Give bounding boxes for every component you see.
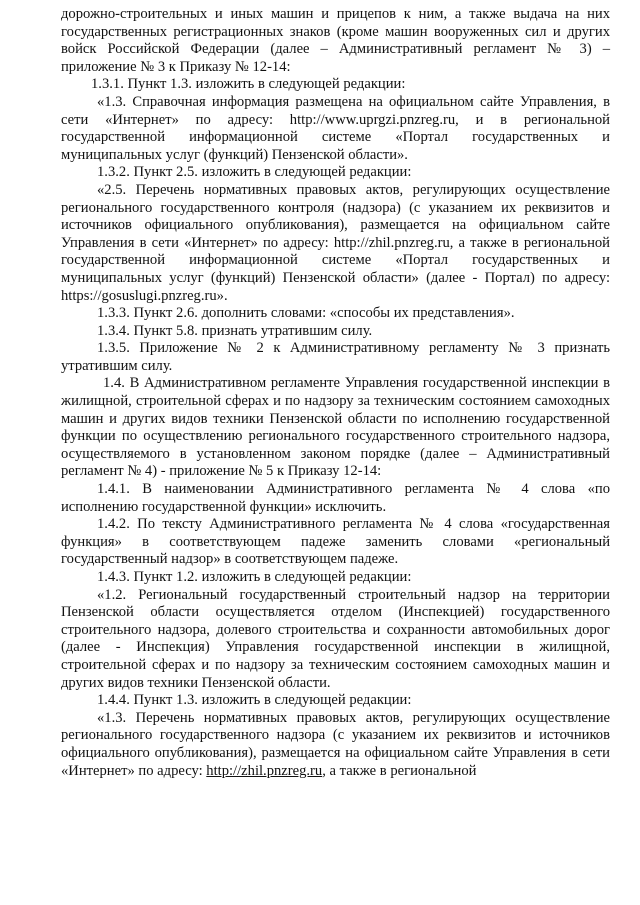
document-body	[61, 6, 610, 780]
paragraph-1-3-quote: «1.3. Справочная информация размещена на официальном сайте Управления, в сети «Интернет» по адресу: http://www.uprgzi.pnzreg.ru, и в региональной государственной информационной системе «Портал государственных и муниципальных услуг (функций) Пензенской области».	[61, 93, 610, 163]
paragraph-1-3-2: 1.3.2. Пункт 2.5. изложить в следующей редакции:	[97, 164, 412, 181]
paragraph-1-3-4: 1.3.4. Пункт 5.8. признать утратившим силу.	[97, 322, 373, 339]
paragraph-1-4: 1.4. В Административном регламенте Управления государственной инспекции в жилищной, строительной сферах и по надзору за техническим состоянием самоходных машин и других видов техники Пензенской области по исполнению государственной функции по осуществлению регионального государственного строительного надзора, осуществляемого в установленном законом порядке (далее – Административный регламент № 4) - приложение № 5 к Приказу 12-14:	[61, 375, 610, 480]
paragraph-1-4-3: 1.4.3. Пункт 1.2. изложить в следующей редакции:	[97, 569, 412, 585]
paragraph-1-2-quote: «1.2. Региональный государственный строительный надзор на территории Пензенской области осуществляется отделом (Инспекцией) государственного строительного надзора, долевого строительства и сохранности автомобильных дорог (далее - Инспекция) Управления государственной инспекции в жилищной, строительной сферах и по надзору за техническим состоянием самоходных машин и других видов техники Пензенской области.	[61, 586, 610, 691]
zhil-site-link[interactable]: http://zhil.pnzreg.ru	[206, 762, 323, 779]
paragraph-2-5-quote: «2.5. Перечень нормативных правовых актов, регулирующих осуществление регионального государственного контроля (надзора) (с указанием их реквизитов и источников официального опубликования), размещается на официальном сайте Управления в сети «Интернет» по адресу: http://zhil.pnzreg.ru, а также в региональной государственной информационной системе «Портал государственных и муниципальных услуг (функций) Пензенской области» (далее - Портал) по адресу: https://gosuslugi.pnzreg.ru».	[61, 181, 610, 304]
paragraph-text-start: «1.3. Перечень нормативных правовых актов, регулирующих осуществление регионального государственного надзора (с указанием их реквизитов и источников официального опубликования), размещается на официальном сайте Управления в сети «Интернет» по адресу:	[61, 709, 610, 779]
paragraph-1-3-1: 1.3.1. Пункт 1.3. изложить в следующей редакции:	[91, 76, 406, 93]
paragraph-1-4-2: 1.4.2. По тексту Административного регламента № 4 слова «государственная функция» в соответствующем падеже заменить словами «региональный государственный надзор» в соответствующем падеже.	[61, 516, 610, 568]
paragraph-1-3-3: 1.3.3. Пункт 2.6. дополнить словами: «способы их представления».	[97, 305, 515, 322]
paragraph-1-4-1: 1.4.1. В наименовании Административного регламента № 4 слова «по исполнению государственной функции» исключить.	[61, 481, 610, 515]
paragraph-1-3-quote-2	[61, 710, 610, 780]
paragraph-intro: дорожно-строительных и иных машин и прицепов к ним, а также выдача на них государственных регистрационных знаков (кроме машин вооруженных сил и других войск Российской Федерации (далее – Административный регламент № 3) – приложение № 3 к Приказу № 12-14:	[61, 6, 610, 75]
paragraph-1-3-5: 1.3.5. Приложение № 2 к Административному регламенту № 3 признать утратившим силу.	[61, 340, 610, 374]
paragraph-1-4-4: 1.4.4. Пункт 1.3. изложить в следующей редакции:	[97, 692, 412, 709]
paragraph-text-end: , а также в региональной	[322, 762, 477, 779]
